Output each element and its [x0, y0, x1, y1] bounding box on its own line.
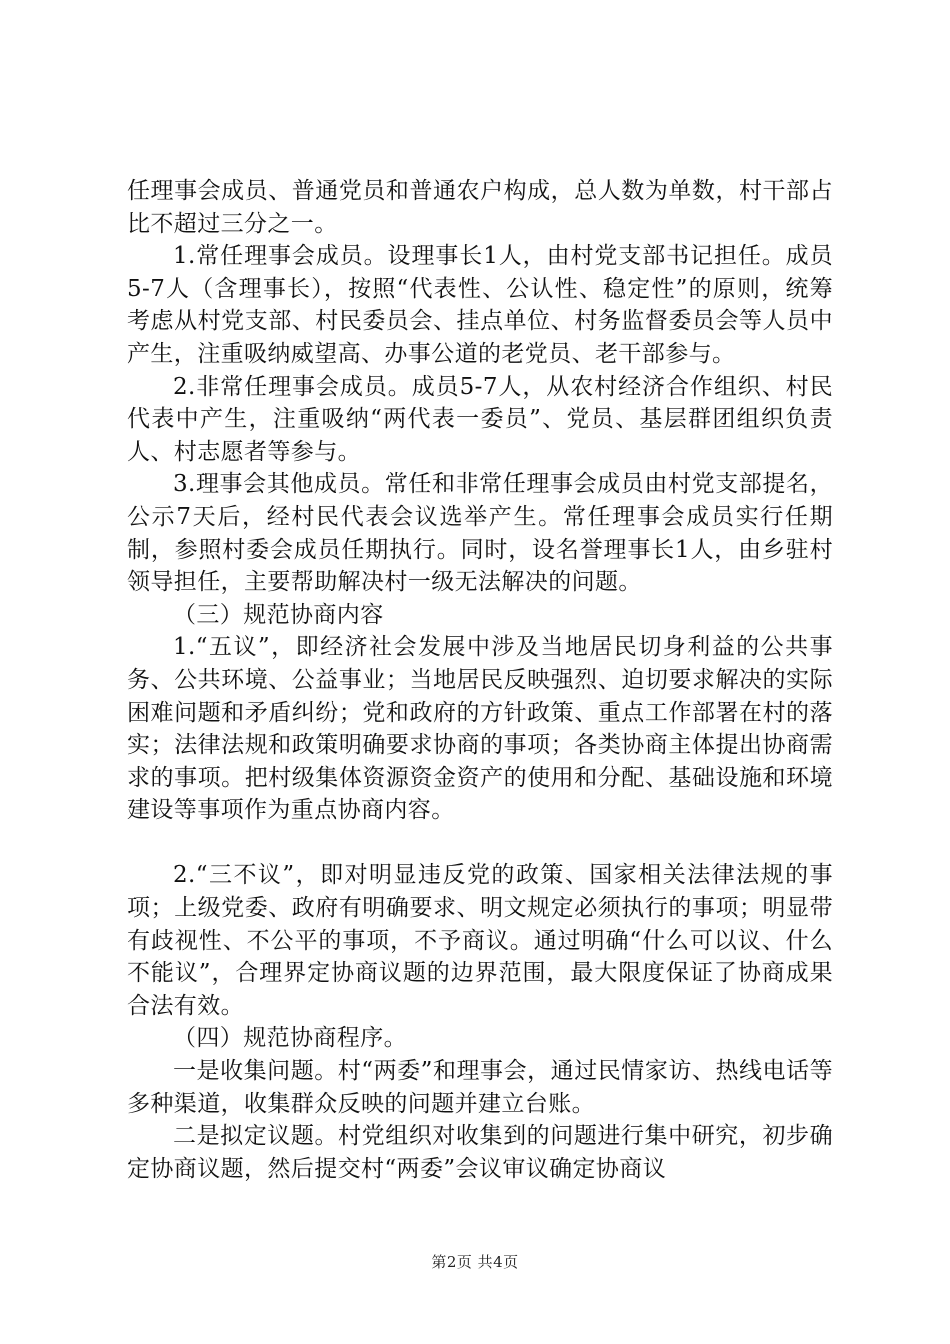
section-heading-3: （三）规范协商内容 — [173, 601, 384, 628]
paragraph-4: 3.理事会其他成员。常任和非常任理事会成员由村党支部提名，公示7天后，经村民代表会议选举产生。常任理事会成员实行任期制，参照村委会成员任期执行。同时，设名誉理事长1人，由乡驻村领导担任，主要帮助解决村一级无法解决的问题。 — [127, 471, 833, 596]
paragraph-7: 一是收集问题。村“两委”和理事会，通过民情家访、热线电话等多种渠道，收集群众反映的问题并建立台账。 — [127, 1058, 833, 1117]
paragraph-3: 2.非常任理事会成员。成员5-7人，从农村经济合作组织、村民代表中产生，注重吸纳“两代表一委员”、党员、基层群团组织负责人、村志愿者等参与。 — [127, 373, 833, 465]
document-body — [127, 175, 833, 1185]
paragraph-5: 1.“五议”，即经济社会发展中涉及当地居民切身利益的公共事务、公共环境、公益事业；当地居民反映强烈、迫切要求解决的实际困难问题和矛盾纠纷；党和政府的方针政策、重点工作部署在村的落实；法律法规和政策明确要求协商的事项；各类协商主体提出协商需求的事项。把村级集体资源资金资产的使用和分配、基础设施和环境建设等事项作为重点协商内容。 — [127, 634, 833, 824]
paragraph-1: 任理事会成员、普通党员和普通农户构成，总人数为单数，村干部占比不超过三分之一。 — [127, 178, 833, 237]
paragraph-gap — [127, 827, 833, 860]
paragraph-2: 1.常任理事会成员。设理事长1人，由村党支部书记担任。成员5-7人（含理事长），按照“代表性、公认性、稳定性”的原则，统筹考虑从村党支部、村民委员会、挂点单位、村务监督委员会等人员中产生，注重吸纳威望高、办事公道的老党员、老干部参与。 — [127, 243, 833, 367]
paragraph-6: 2.“三不议”，即对明显违反党的政策、国家相关法律法规的事项；上级党委、政府有明确要求、明文规定必须执行的事项；明显带有歧视性、不公平的事项，不予商议。通过明确“什么可以议、什么不能议”，合理界定协商议题的边界范围，最大限度保证了协商成果合法有效。 — [127, 862, 833, 1019]
section-heading-4: （四）规范协商程序。 — [173, 1025, 407, 1052]
paragraph-8: 二是拟定议题。村党组织对收集到的问题进行集中研究，初步确定协商议题，然后提交村“两委”会议审议确定协商议 — [127, 1123, 833, 1182]
page-footer: 第2页 共4页 — [431, 1253, 519, 1271]
